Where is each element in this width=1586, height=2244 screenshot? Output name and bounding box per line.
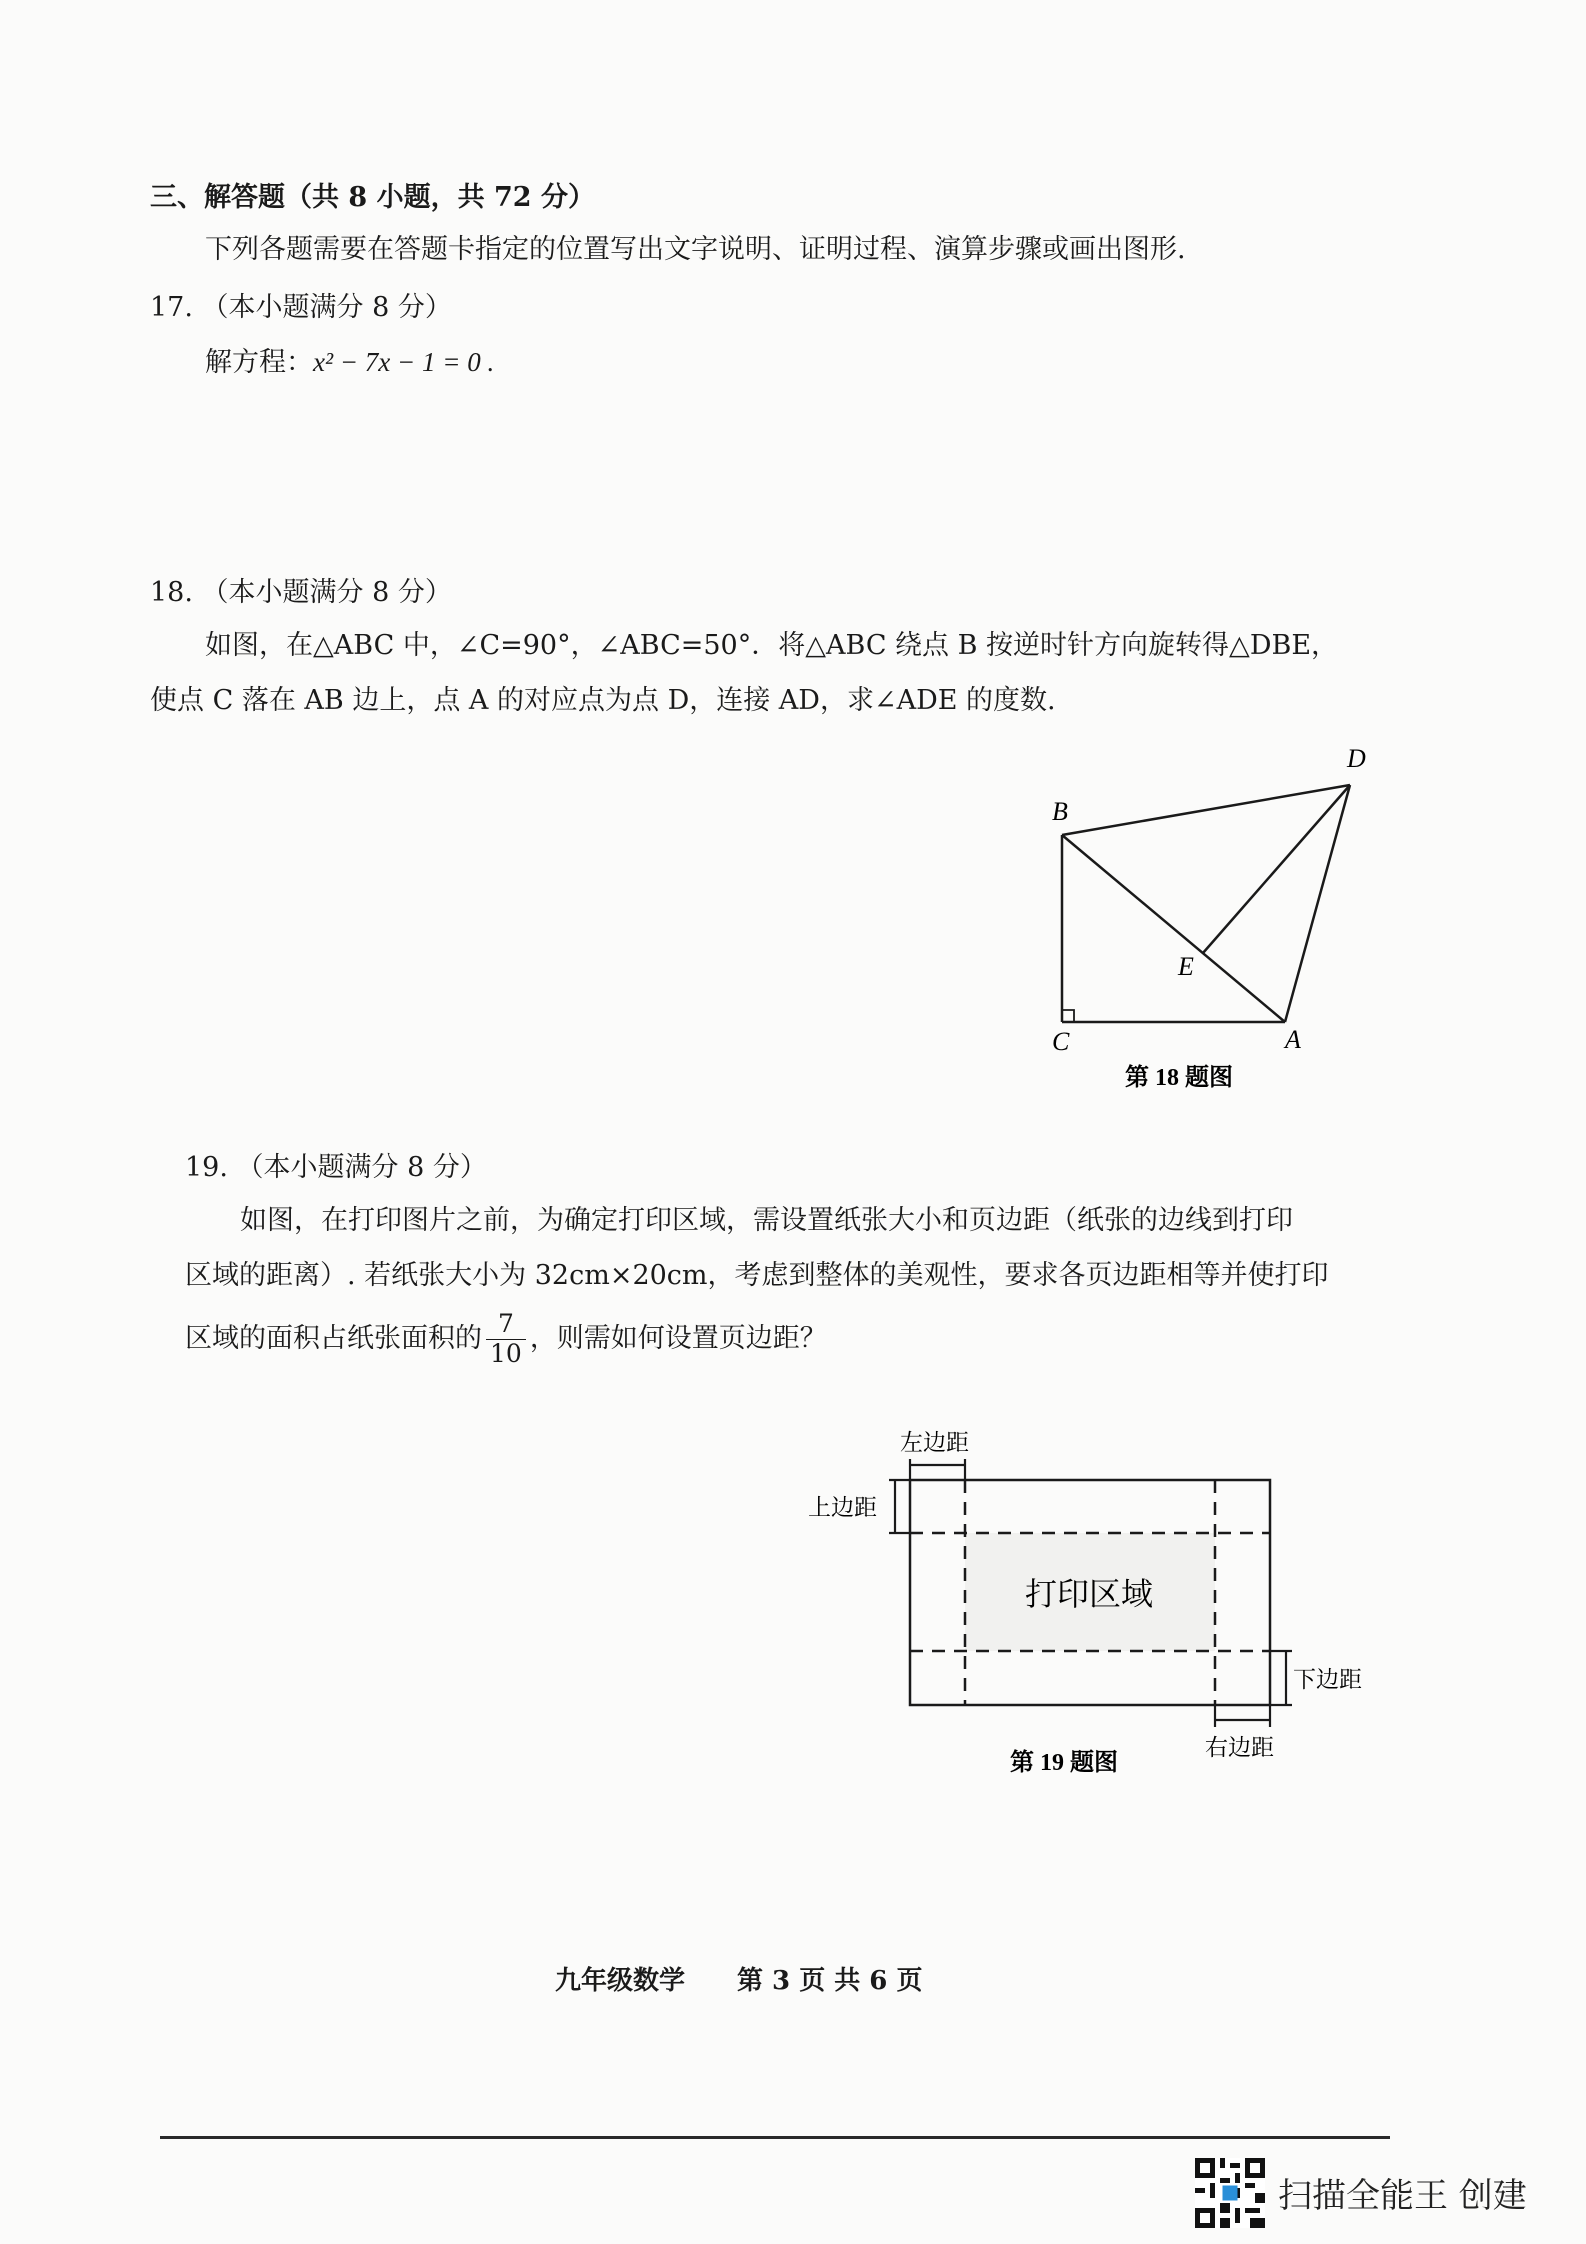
right-margin-bracket — [1215, 1705, 1270, 1727]
q18-figure-caption: 第 18 题图 — [1125, 1065, 1233, 1091]
scanner-brand: 扫描全能王 创建 — [1278, 2176, 1527, 2216]
label-D: D — [1347, 744, 1366, 773]
q17-points: （本小题满分 8 分） — [201, 292, 452, 323]
label-right-margin: 右边距 — [1205, 1735, 1274, 1760]
q19-line2: 区域的距离）. 若纸张大小为 32cm×20cm，考虑到整体的美观性，要求各页边距相等并使打印 — [185, 1260, 1329, 1291]
top-margin-bracket — [889, 1480, 910, 1533]
q17-body — [205, 345, 494, 380]
q19-number: 19. — [185, 1152, 228, 1183]
label-top-margin: 上边距 — [808, 1495, 877, 1520]
bottom-margin-bracket — [1270, 1651, 1292, 1705]
label-print-area: 打印区域 — [1025, 1576, 1154, 1612]
q19-line3 — [185, 1310, 827, 1369]
q18-points: （本小题满分 8 分） — [201, 577, 452, 608]
q18-header — [150, 575, 452, 610]
bottom-rule — [160, 2136, 1390, 2139]
q19-header — [185, 1150, 487, 1185]
left-margin-bracket — [910, 1459, 965, 1481]
section-title: 三、解答题（共 8 小题，共 72 分） — [150, 182, 595, 213]
q18-number: 18. — [150, 577, 193, 608]
q19-figure — [800, 1415, 1380, 1795]
segment-BD — [1062, 785, 1350, 835]
q19-points: （本小题满分 8 分） — [236, 1152, 487, 1183]
segment-BA — [1062, 835, 1285, 1022]
q17-equation: x² − 7x − 1 = 0 . — [313, 347, 495, 377]
label-C: C — [1052, 1027, 1070, 1056]
q18-line2: 使点 C 落在 AB 边上，点 A 的对应点为点 D，连接 AD，求∠ADE 的度数. — [150, 685, 1056, 716]
q17-header — [150, 290, 452, 325]
q19-line3-before: 区域的面积占纸张面积的 — [185, 1322, 482, 1354]
q17-number: 17. — [150, 292, 193, 323]
q19-fraction — [486, 1310, 526, 1369]
fraction-numerator: 7 — [486, 1310, 526, 1340]
q18-figure — [1020, 735, 1420, 1095]
label-E: E — [1178, 952, 1194, 981]
q18-line1: 如图，在△ABC 中，∠C=90°，∠ABC=50°．将△ABC 绕点 B 按逆时针方向旋转得△DBE， — [205, 630, 1339, 661]
label-B: B — [1052, 797, 1068, 826]
right-angle-mark — [1062, 1010, 1074, 1022]
section-instruction: 下列各题需要在答题卡指定的位置写出文字说明、证明过程、演算步骤或画出图形. — [205, 234, 1186, 265]
page-footer: 九年级数学 第 3 页 共 6 页 — [555, 1966, 923, 1996]
label-left-margin: 左边距 — [900, 1430, 969, 1455]
q19-figure-caption: 第 19 题图 — [1010, 1750, 1118, 1776]
label-bottom-margin: 下边距 — [1293, 1667, 1362, 1692]
q17-prompt: 解方程： — [205, 347, 313, 378]
q19-line1: 如图，在打印图片之前，为确定打印区域，需设置纸张大小和页边距（纸张的边线到打印 — [240, 1205, 1293, 1236]
qr-code-icon — [1195, 2158, 1265, 2228]
label-A: A — [1285, 1025, 1301, 1054]
fraction-denominator: 10 — [490, 1338, 522, 1368]
q19-line3-after: ，则需如何设置页边距？ — [529, 1322, 827, 1354]
